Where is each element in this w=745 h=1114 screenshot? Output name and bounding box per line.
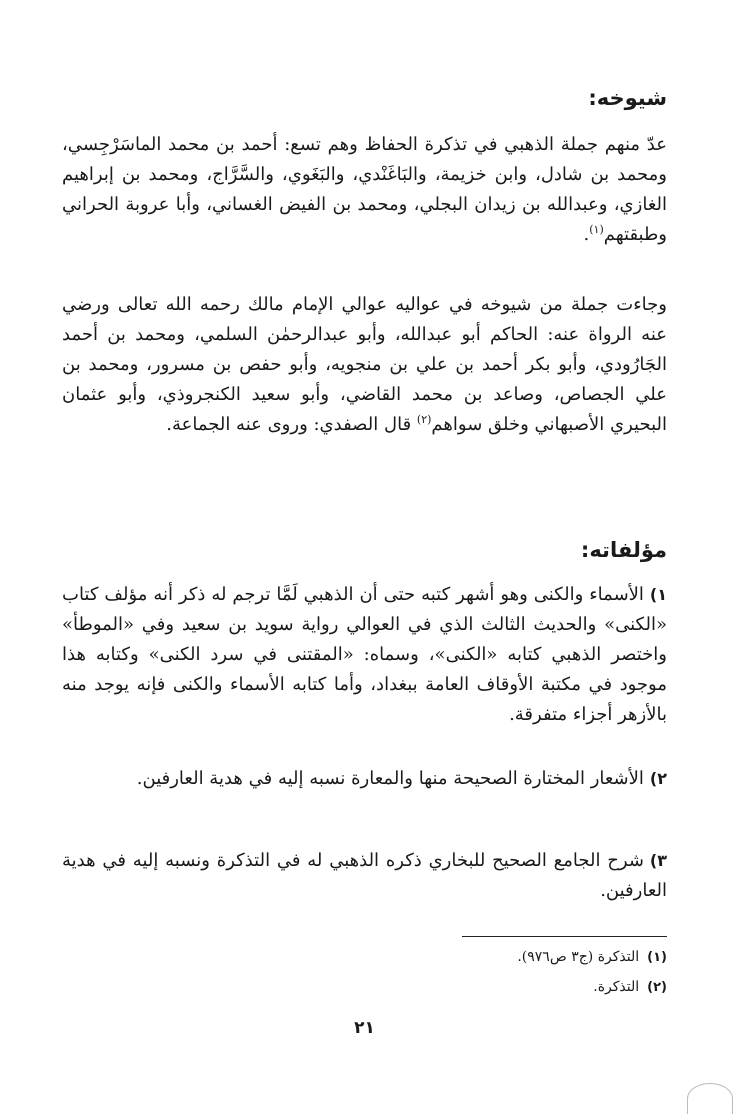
teachers-paragraph — [62, 130, 667, 250]
footnote-number: (٢) — [647, 980, 667, 995]
works-item-number: ٣) — [649, 851, 667, 870]
footnote-divider — [462, 936, 667, 937]
works-item-number: ١) — [649, 585, 667, 604]
works-item-number: ٢) — [649, 769, 667, 788]
works-list-item — [62, 580, 667, 730]
section-heading-works: مؤلفاته: — [580, 538, 667, 562]
page-corner-decoration — [687, 1083, 733, 1114]
works-item-text: الأشعار المختارة الصحيحة منها والمعارة نسبه إليه في هدية العارفين. — [136, 768, 644, 789]
narrators-paragraph-end: قال الصفدي: وروى عنه الجماعة. — [166, 414, 417, 435]
footnote-text: التذكرة. — [593, 979, 640, 995]
teachers-paragraph-text: عدّ منهم جملة الذهبي في تذكرة الحفاظ وهم تسع: أحمد بن محمد الماسَرْجِسي، ومحمد بن شادل، وابن خزيمة، والبَاغَنْدي، والبَغَوي، والسَّرَّاج، ومحمد بن إبراهيم الغازي، وعبدالله بن زيدان البجلي، ومحمد بن الفيض الغساني، وأبا عروبة الحراني وطبقتهم — [62, 134, 667, 245]
footnote-text: التذكرة (ج٣ ص٩٧٦). — [517, 949, 640, 965]
footnote-ref-1[interactable]: (١) — [589, 223, 604, 236]
footnote — [62, 976, 667, 999]
teachers-paragraph-end: . — [583, 224, 590, 245]
book-page — [62, 0, 667, 1096]
narrators-paragraph — [62, 290, 667, 440]
footnote — [62, 946, 667, 969]
section-heading-teachers: شيوخه: — [588, 86, 667, 110]
works-list-item — [62, 846, 667, 906]
narrators-paragraph-text: وجاءت جملة من شيوخه في عواليه عوالي الإمام مالك رحمه الله تعالى ورضي عنه الرواة عنه: الحاكم أبو عبدالله، وأبو عبدالرحمٰن السلمي، ومحمد بن أحمد الجَارُودي، وأبو بكر أحمد بن علي بن منجويه، وأبو حفص بن مسرور، ومحمد بن علي الجصاص، وصاعد بن محمد القاضي، وأبو سعيد الكنجروذي، وأبو عثمان البحيري الأصبهاني وخلق سواهم — [62, 294, 667, 435]
works-item-text: شرح الجامع الصحيح للبخاري ذكره الذهبي له في التذكرة ونسبه إليه في هدية العارفين. — [62, 850, 667, 901]
works-item-text: الأسماء والكنى وهو أشهر كتبه حتى أن الذهبي لَمَّا ترجم له ذكر أنه مؤلف كتاب «الكنى» والحديث الثالث الذي في العوالي رواية سويد بن سعيد وفي «الموطأ» واختصر الذهبي كتابه «الكنى»، وسماه: «المقتنى في سرد الكنى» وكتابه هذا موجود في مكتبة الأوقاف العامة ببغداد، وأما كتابه الأسماء والكنى فإنه يوجد منه بالأزهر أجزاء متفرقة. — [62, 584, 667, 725]
page-number: ٢١ — [354, 1018, 375, 1038]
footnote-ref-2[interactable]: (٢) — [416, 413, 432, 426]
works-list-item — [62, 764, 667, 794]
footnote-number: (١) — [647, 950, 667, 965]
